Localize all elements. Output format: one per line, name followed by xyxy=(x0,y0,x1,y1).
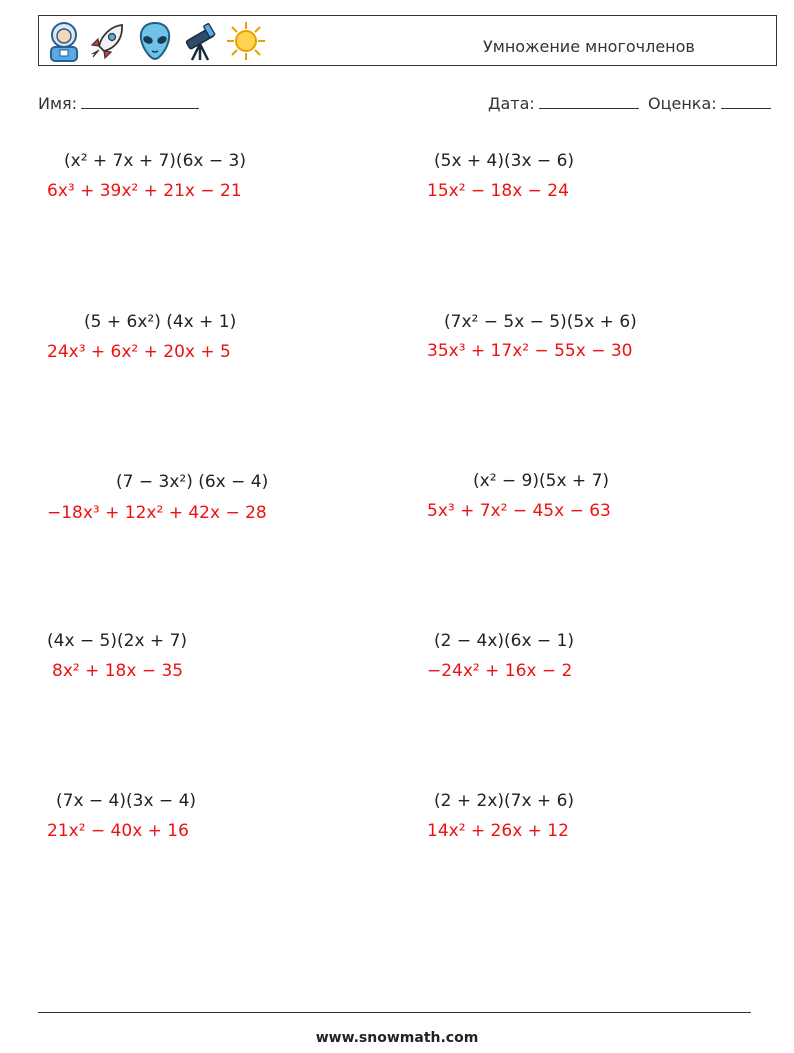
date-field xyxy=(488,94,639,113)
problem-6-answer: 5x³ + 7x² − 45x − 63 xyxy=(427,501,611,521)
problem-9-expression: (7x − 4)(3x − 4) xyxy=(56,791,197,811)
telescope-icon xyxy=(180,20,220,62)
alien-icon xyxy=(135,20,175,62)
problem-5-expression: (7 − 3x²) (6x − 4) xyxy=(116,472,269,492)
problem-2-expression: (5x + 4)(3x − 6) xyxy=(434,151,575,171)
astronaut-icon xyxy=(44,20,84,62)
worksheet-header xyxy=(38,15,777,66)
footer-divider xyxy=(38,1012,751,1013)
footer-url[interactable]: www.snowmath.com xyxy=(315,1030,479,1046)
problem-2-answer: 15x² − 18x − 24 xyxy=(427,181,569,201)
problem-9-answer: 21x² − 40x + 16 xyxy=(47,821,189,841)
problem-8-answer: −24x² + 16x − 2 xyxy=(427,661,573,681)
problem-7-answer: 8x² + 18x − 35 xyxy=(52,661,184,681)
problem-3-expression: (5 + 6x²) (4x + 1) xyxy=(84,312,237,332)
problem-4-expression: (7x² − 5x − 5)(5x + 6) xyxy=(444,312,637,332)
grade-field xyxy=(648,94,771,113)
problem-5-answer: −18x³ + 12x² + 42x − 28 xyxy=(47,503,267,523)
date-blank[interactable] xyxy=(539,94,639,109)
problem-3-answer: 24x³ + 6x² + 20x + 5 xyxy=(47,342,231,362)
name-label: Имя: xyxy=(38,94,78,113)
rocket-icon xyxy=(88,20,128,62)
worksheet-title: Умножение многочленов xyxy=(483,37,695,56)
problem-1-answer: 6x³ + 39x² + 21x − 21 xyxy=(47,181,242,201)
problem-6-expression: (x² − 9)(5x + 7) xyxy=(473,471,610,491)
grade-blank[interactable] xyxy=(721,94,771,109)
problem-7-expression: (4x − 5)(2x + 7) xyxy=(47,631,188,651)
problem-1-expression: (x² + 7x + 7)(6x − 3) xyxy=(64,151,246,171)
date-label: Дата: xyxy=(488,94,535,113)
sun-icon xyxy=(226,20,266,62)
name-blank[interactable] xyxy=(81,94,199,109)
grade-label: Оценка: xyxy=(648,94,717,113)
name-field xyxy=(38,94,199,113)
problem-4-answer: 35x³ + 17x² − 55x − 30 xyxy=(427,341,633,361)
problem-10-expression: (2 + 2x)(7x + 6) xyxy=(434,791,575,811)
problem-10-answer: 14x² + 26x + 12 xyxy=(427,821,569,841)
problem-8-expression: (2 − 4x)(6x − 1) xyxy=(434,631,575,651)
